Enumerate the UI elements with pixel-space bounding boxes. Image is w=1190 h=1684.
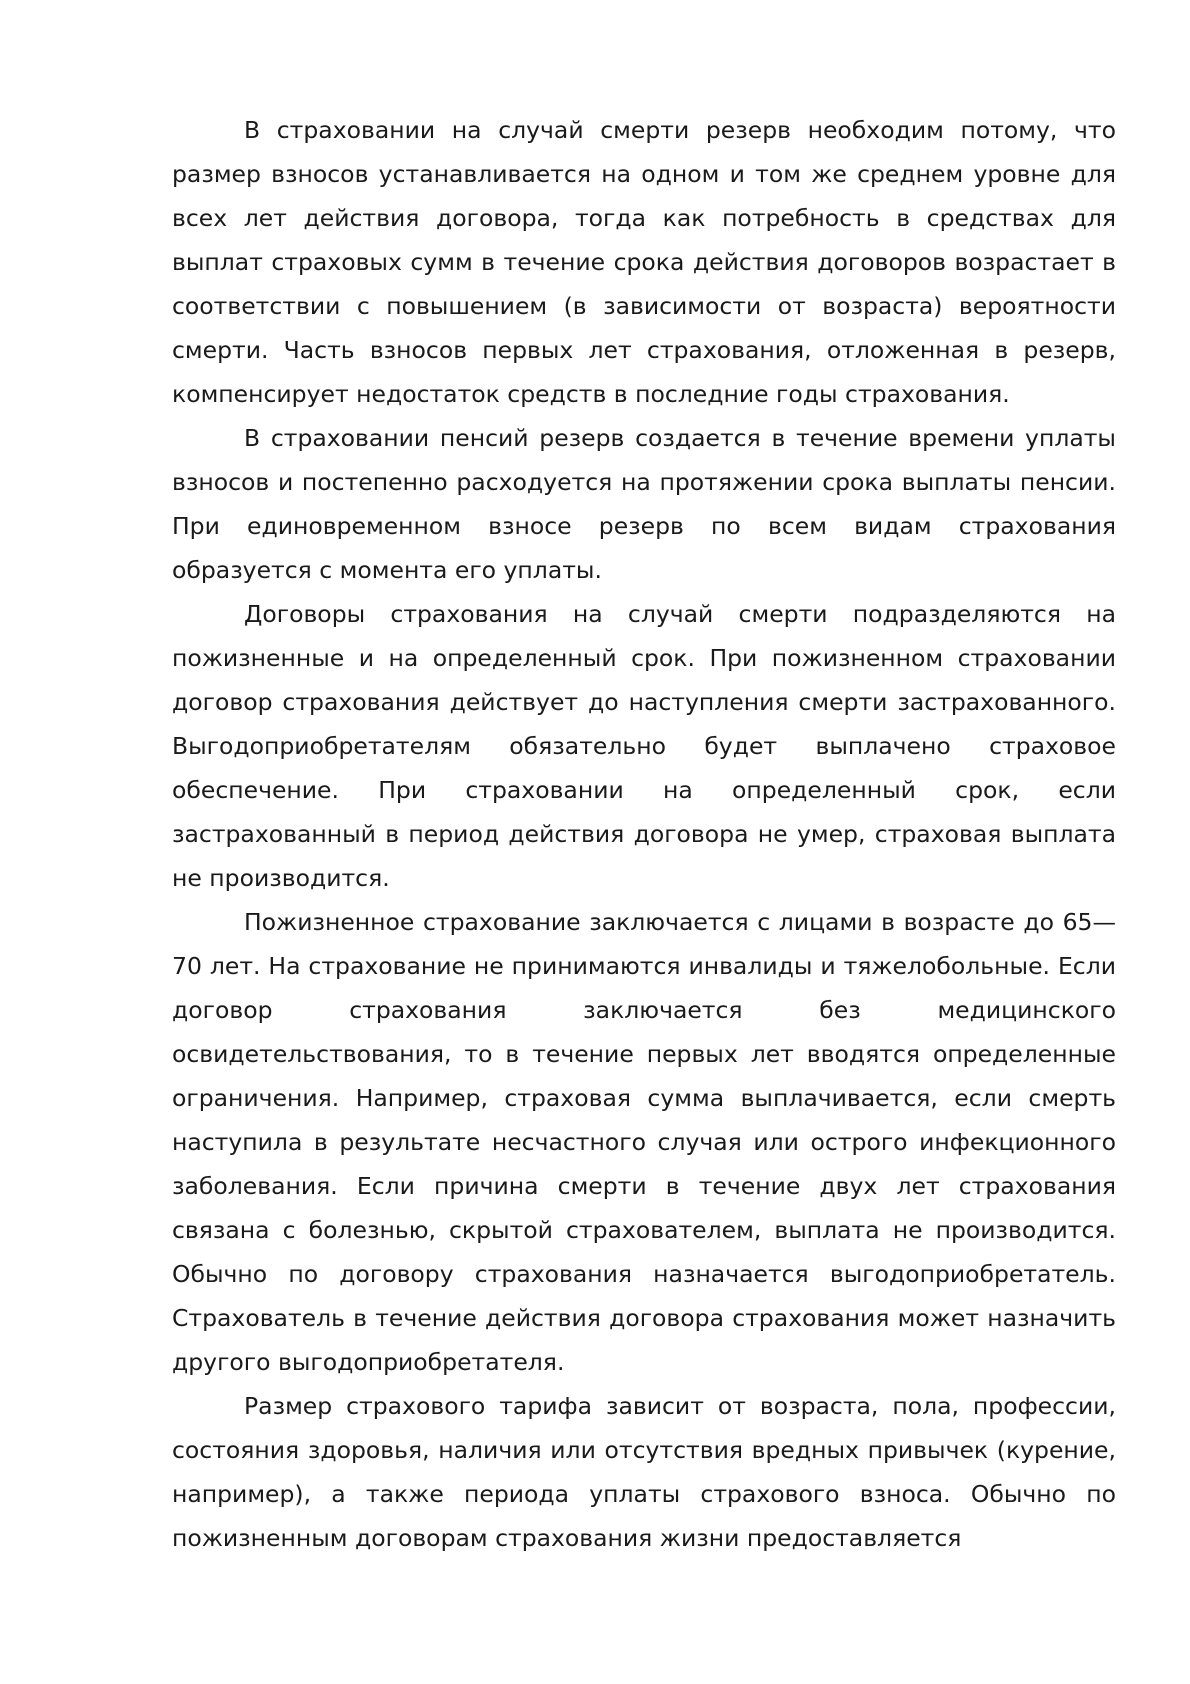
paragraph-tariff-size: Размер страхового тарифа зависит от возраста, пола, профессии, состояния здоровья, наличия или отсутствия вредных привычек (курение, например), а также периода уплаты страхового взноса. Обычно по пожизненным договорам страхования жизни предоставляется: [172, 1392, 1116, 1552]
paragraph-contract-types: Договоры страхования на случай смерти подразделяются на пожизненные и на определенный срок. При пожизненном страховании договор страхования действует до наступления смерти застрахованного. Выгодоприобретателям обязательно будет выплачено страховое обеспечение. При страховании на определенный срок, если застрахованный в период действия договора не умер, страховая выплата не производится.: [172, 600, 1116, 892]
paragraph-lifetime-insurance: Пожизненное страхование заключается с лицами в возрасте до 65—70 лет. На страхование не принимаются инвалиды и тяжелобольные. Если договор страхования заключается без медицинского освидетельствования, то в течение первых лет вводятся определенные ограничения. Например, страховая сумма выплачивается, если смерть наступила в результате несчастного случая или острого инфекционного заболевания. Если причина смерти в течение двух лет страхования связана с болезнью, скрытой страхователем, выплата не производится. Обычно по договору страхования назначается выгодоприобретатель. Страхователь в течение действия договора страхования может назначить другого выгодоприобретателя.: [172, 908, 1116, 1376]
paragraph-reserve-death-insurance: В страховании на случай смерти резерв необходим потому, что размер взносов устанавливается на одном и том же среднем уровне для всех лет действия договора, тогда как потребность в средствах для выплат страховых сумм в течение срока действия договоров возрастает в соответствии с повышением (в зависимости от возраста) вероятности смерти. Часть взносов первых лет страхования, отложенная в резерв, компенсирует недостаток средств в последние годы страхования.: [172, 116, 1116, 408]
paragraph-pension-reserve: В страховании пенсий резерв создается в течение времени уплаты взносов и постепенно расходуется на протяжении срока выплаты пенсии. При единовременном взносе резерв по всем видам страхования образуется с момента его уплаты.: [172, 424, 1116, 584]
document-page: [172, 108, 1116, 1560]
